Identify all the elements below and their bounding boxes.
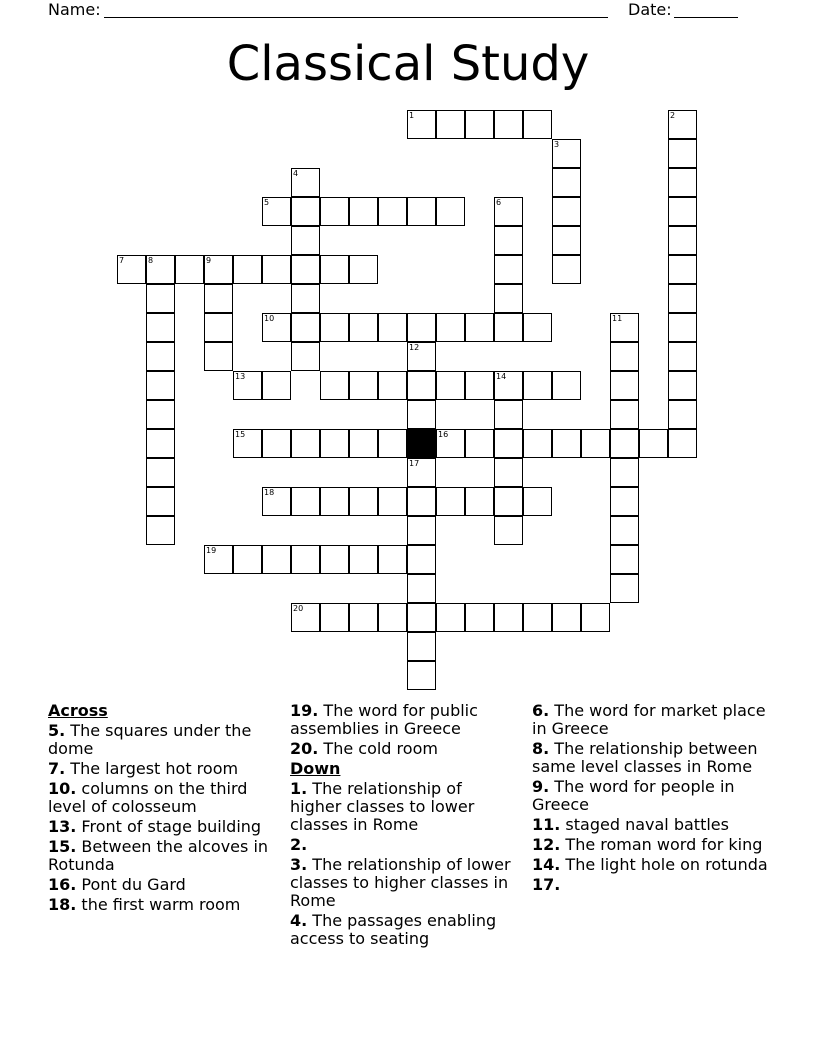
cell-number: 12 <box>409 343 420 352</box>
grid-cell[interactable] <box>610 429 639 458</box>
grid-cell[interactable] <box>494 603 523 632</box>
clue-item <box>532 778 768 814</box>
grid-cell[interactable] <box>668 226 697 255</box>
grid-cell[interactable] <box>349 255 378 284</box>
grid-cell[interactable] <box>668 139 697 168</box>
grid-cell[interactable] <box>668 168 697 197</box>
clue-text: columns on the third level of colosseum <box>48 779 248 816</box>
clue-item <box>532 816 768 834</box>
clue-section-heading: Down <box>290 759 341 778</box>
clue-text: Pont du Gard <box>76 875 186 894</box>
clue-number: 17. <box>532 875 561 894</box>
grid-cell[interactable] <box>668 255 697 284</box>
clue-text: The passages enabling access to seating <box>290 911 497 948</box>
clue-item <box>290 780 518 834</box>
clue-section-heading: Across <box>48 701 108 720</box>
grid-cell[interactable] <box>349 371 378 400</box>
grid-cell[interactable] <box>291 429 320 458</box>
grid-cell[interactable] <box>378 487 407 516</box>
clue-item <box>532 876 768 894</box>
cell-number: 20 <box>293 604 304 613</box>
grid-cell[interactable] <box>465 313 494 342</box>
clue-number: 18. <box>48 895 77 914</box>
clue-text: The roman word for king <box>560 835 763 854</box>
black-cell <box>407 429 436 458</box>
cell-number: 11 <box>612 314 623 323</box>
grid-cell[interactable] <box>639 429 668 458</box>
grid-cell[interactable] <box>175 255 204 284</box>
clue-number: 4. <box>290 911 308 930</box>
grid-cell[interactable] <box>610 371 639 400</box>
cell-number: 8 <box>148 256 154 265</box>
clue-column-1 <box>48 702 276 916</box>
grid-cell[interactable] <box>610 400 639 429</box>
grid-cell[interactable] <box>436 110 465 139</box>
cell-number: 10 <box>264 314 275 323</box>
clue-text: The word for market place in Greece <box>532 701 766 738</box>
grid-cell[interactable] <box>291 545 320 574</box>
grid-cell[interactable] <box>262 313 291 342</box>
clue-number: 7. <box>48 759 66 778</box>
cell-number: 5 <box>264 198 270 207</box>
grid-cell[interactable] <box>668 342 697 371</box>
grid-cell[interactable] <box>291 168 320 197</box>
grid-cell[interactable] <box>233 371 262 400</box>
clue-number: 2. <box>290 835 308 854</box>
grid-cell[interactable] <box>291 284 320 313</box>
grid-cell[interactable] <box>291 313 320 342</box>
grid-cell[interactable] <box>494 371 523 400</box>
grid-cell[interactable] <box>262 545 291 574</box>
cell-number: 15 <box>235 430 246 439</box>
grid-cell[interactable] <box>146 255 175 284</box>
clue-text: Front of stage building <box>76 817 262 836</box>
clue-number: 16. <box>48 875 77 894</box>
grid-cell[interactable] <box>349 197 378 226</box>
grid-cell[interactable] <box>465 603 494 632</box>
clue-item <box>48 818 276 836</box>
grid-cell[interactable] <box>320 255 349 284</box>
grid-cell[interactable] <box>407 661 436 690</box>
clue-item <box>532 836 768 854</box>
grid-cell[interactable] <box>320 371 349 400</box>
clue-number: 8. <box>532 739 550 758</box>
cell-number: 3 <box>554 140 560 149</box>
grid-cell[interactable] <box>494 516 523 545</box>
grid-cell[interactable] <box>407 197 436 226</box>
grid-cell[interactable] <box>320 313 349 342</box>
clue-number: 1. <box>290 779 308 798</box>
grid-cell[interactable] <box>233 255 262 284</box>
grid-cell[interactable] <box>146 284 175 313</box>
grid-cell[interactable] <box>291 197 320 226</box>
clue-number: 10. <box>48 779 77 798</box>
grid-cell[interactable] <box>291 487 320 516</box>
grid-cell[interactable] <box>204 342 233 371</box>
grid-cell[interactable] <box>262 429 291 458</box>
clue-item <box>48 722 276 758</box>
grid-cell[interactable] <box>349 313 378 342</box>
grid-cell[interactable] <box>581 429 610 458</box>
grid-cell[interactable] <box>378 603 407 632</box>
cell-number: 9 <box>206 256 212 265</box>
grid-cell[interactable] <box>262 371 291 400</box>
grid-cell[interactable] <box>523 429 552 458</box>
grid-cell[interactable] <box>610 516 639 545</box>
cell-number: 7 <box>119 256 125 265</box>
grid-cell[interactable] <box>610 545 639 574</box>
grid-cell[interactable] <box>407 632 436 661</box>
clue-text: The relationship of lower classes to higher classes in Rome <box>290 855 511 910</box>
grid-cell[interactable] <box>291 226 320 255</box>
grid-cell[interactable] <box>233 545 262 574</box>
clue-number: 19. <box>290 701 319 720</box>
grid-cell[interactable] <box>436 429 465 458</box>
grid-cell[interactable] <box>494 197 523 226</box>
cell-number: 6 <box>496 198 502 207</box>
grid-cell[interactable] <box>523 487 552 516</box>
clue-text: The light hole on rotunda <box>560 855 768 874</box>
grid-cell[interactable] <box>552 255 581 284</box>
grid-cell[interactable] <box>146 371 175 400</box>
clue-number: 6. <box>532 701 550 720</box>
grid-cell[interactable] <box>204 313 233 342</box>
clue-number: 11. <box>532 815 561 834</box>
grid-cell[interactable] <box>668 371 697 400</box>
grid-cell[interactable] <box>523 371 552 400</box>
grid-cell[interactable] <box>204 284 233 313</box>
clue-item <box>290 702 518 738</box>
grid-cell[interactable] <box>291 342 320 371</box>
grid-cell[interactable] <box>494 458 523 487</box>
grid-cell[interactable] <box>407 574 436 603</box>
grid-cell[interactable] <box>494 284 523 313</box>
grid-cell[interactable] <box>436 313 465 342</box>
clue-item <box>48 896 276 914</box>
grid-cell[interactable] <box>436 487 465 516</box>
grid-cell[interactable] <box>291 255 320 284</box>
clue-number: 12. <box>532 835 561 854</box>
grid-cell[interactable] <box>523 603 552 632</box>
grid-cell[interactable] <box>349 603 378 632</box>
clue-number: 5. <box>48 721 66 740</box>
clue-column-2 <box>290 702 518 950</box>
grid-cell[interactable] <box>407 487 436 516</box>
clue-item <box>290 856 518 910</box>
clue-number: 15. <box>48 837 77 856</box>
grid-cell[interactable] <box>494 429 523 458</box>
grid-cell[interactable] <box>668 284 697 313</box>
clue-item <box>532 740 768 776</box>
grid-cell[interactable] <box>349 545 378 574</box>
cell-number: 19 <box>206 546 217 555</box>
clue-text: The word for public assemblies in Greece <box>290 701 478 738</box>
grid-cell[interactable] <box>117 255 146 284</box>
grid-cell[interactable] <box>668 110 697 139</box>
grid-cell[interactable] <box>146 400 175 429</box>
grid-cell[interactable] <box>610 342 639 371</box>
grid-cell[interactable] <box>407 110 436 139</box>
grid-cell[interactable] <box>146 458 175 487</box>
clue-item <box>48 780 276 816</box>
grid-cell[interactable] <box>262 255 291 284</box>
grid-cell[interactable] <box>291 603 320 632</box>
grid-cell[interactable] <box>407 516 436 545</box>
clue-text: The relationship between same level classes in Rome <box>532 739 758 776</box>
grid-cell[interactable] <box>146 487 175 516</box>
grid-cell[interactable] <box>320 603 349 632</box>
grid-cell[interactable] <box>233 429 262 458</box>
clue-item <box>290 912 518 948</box>
grid-cell[interactable] <box>552 197 581 226</box>
grid-cell[interactable] <box>436 371 465 400</box>
grid-cell[interactable] <box>552 139 581 168</box>
grid-cell[interactable] <box>668 313 697 342</box>
grid-cell[interactable] <box>262 197 291 226</box>
grid-cell[interactable] <box>407 313 436 342</box>
cell-number: 18 <box>264 488 275 497</box>
clue-text: the first warm room <box>76 895 241 914</box>
clue-item <box>48 838 276 874</box>
clue-item <box>290 836 518 854</box>
cell-number: 1 <box>409 111 415 120</box>
clue-text: The cold room <box>318 739 438 758</box>
clue-item <box>532 856 768 874</box>
grid-cell[interactable] <box>552 371 581 400</box>
clue-text: The largest hot room <box>65 759 239 778</box>
grid-cell[interactable] <box>494 255 523 284</box>
grid-cell[interactable] <box>320 545 349 574</box>
grid-cell[interactable] <box>146 313 175 342</box>
grid-cell[interactable] <box>146 429 175 458</box>
grid-cell[interactable] <box>320 197 349 226</box>
grid-cell[interactable] <box>668 197 697 226</box>
cell-number: 4 <box>293 169 299 178</box>
grid-cell[interactable] <box>494 487 523 516</box>
grid-cell[interactable] <box>407 342 436 371</box>
grid-cell[interactable] <box>378 313 407 342</box>
grid-cell[interactable] <box>407 603 436 632</box>
grid-cell[interactable] <box>494 400 523 429</box>
grid-cell[interactable] <box>378 371 407 400</box>
clue-number: 14. <box>532 855 561 874</box>
clue-item <box>48 876 276 894</box>
grid-cell[interactable] <box>320 487 349 516</box>
cell-number: 17 <box>409 459 420 468</box>
grid-cell[interactable] <box>465 371 494 400</box>
grid-cell[interactable] <box>610 313 639 342</box>
clue-text: The word for people in Greece <box>532 777 735 814</box>
grid-cell[interactable] <box>407 458 436 487</box>
grid-cell[interactable] <box>378 429 407 458</box>
grid-cell[interactable] <box>436 603 465 632</box>
grid-cell[interactable] <box>146 516 175 545</box>
grid-cell[interactable] <box>668 400 697 429</box>
grid-cell[interactable] <box>465 487 494 516</box>
cell-number: 14 <box>496 372 507 381</box>
grid-cell[interactable] <box>552 168 581 197</box>
clue-number: 13. <box>48 817 77 836</box>
grid-cell[interactable] <box>204 545 233 574</box>
grid-cell[interactable] <box>204 255 233 284</box>
clue-text: Between the alcoves in Rotunda <box>48 837 269 874</box>
clue-column-3 <box>532 702 768 896</box>
clue-text: The squares under the dome <box>48 721 252 758</box>
clue-text: staged naval battles <box>560 815 729 834</box>
clue-number: 20. <box>290 739 319 758</box>
grid-cell[interactable] <box>552 226 581 255</box>
name-label: Name: <box>48 0 101 19</box>
grid-cell[interactable] <box>494 226 523 255</box>
puzzle-title: Classical Study <box>226 36 590 92</box>
clue-number: 9. <box>532 777 550 796</box>
grid-cell[interactable] <box>349 429 378 458</box>
clue-number: 3. <box>290 855 308 874</box>
grid-cell[interactable] <box>146 342 175 371</box>
grid-cell[interactable] <box>465 110 494 139</box>
grid-cell[interactable] <box>523 110 552 139</box>
clue-item <box>532 702 768 738</box>
grid-cell[interactable] <box>610 487 639 516</box>
grid-cell[interactable] <box>552 603 581 632</box>
grid-cell[interactable] <box>407 371 436 400</box>
grid-cell[interactable] <box>378 545 407 574</box>
grid-cell[interactable] <box>610 574 639 603</box>
grid-cell[interactable] <box>378 197 407 226</box>
grid-cell[interactable] <box>262 487 291 516</box>
cell-number: 13 <box>235 372 246 381</box>
grid-cell[interactable] <box>581 603 610 632</box>
grid-cell[interactable] <box>523 313 552 342</box>
clue-item <box>290 740 518 758</box>
grid-cell[interactable] <box>494 313 523 342</box>
cell-number: 2 <box>670 111 676 120</box>
grid-cell[interactable] <box>407 400 436 429</box>
cell-number: 16 <box>438 430 449 439</box>
grid-cell[interactable] <box>436 197 465 226</box>
grid-cell[interactable] <box>494 110 523 139</box>
clue-text: The relationship of higher classes to lower classes in Rome <box>290 779 475 834</box>
grid-cell[interactable] <box>610 458 639 487</box>
date-label: Date: <box>628 0 672 19</box>
grid-cell[interactable] <box>552 429 581 458</box>
clue-item <box>48 760 276 778</box>
grid-cell[interactable] <box>407 545 436 574</box>
grid-cell[interactable] <box>320 429 349 458</box>
grid-cell[interactable] <box>349 487 378 516</box>
grid-cell[interactable] <box>465 429 494 458</box>
grid-cell[interactable] <box>668 429 697 458</box>
